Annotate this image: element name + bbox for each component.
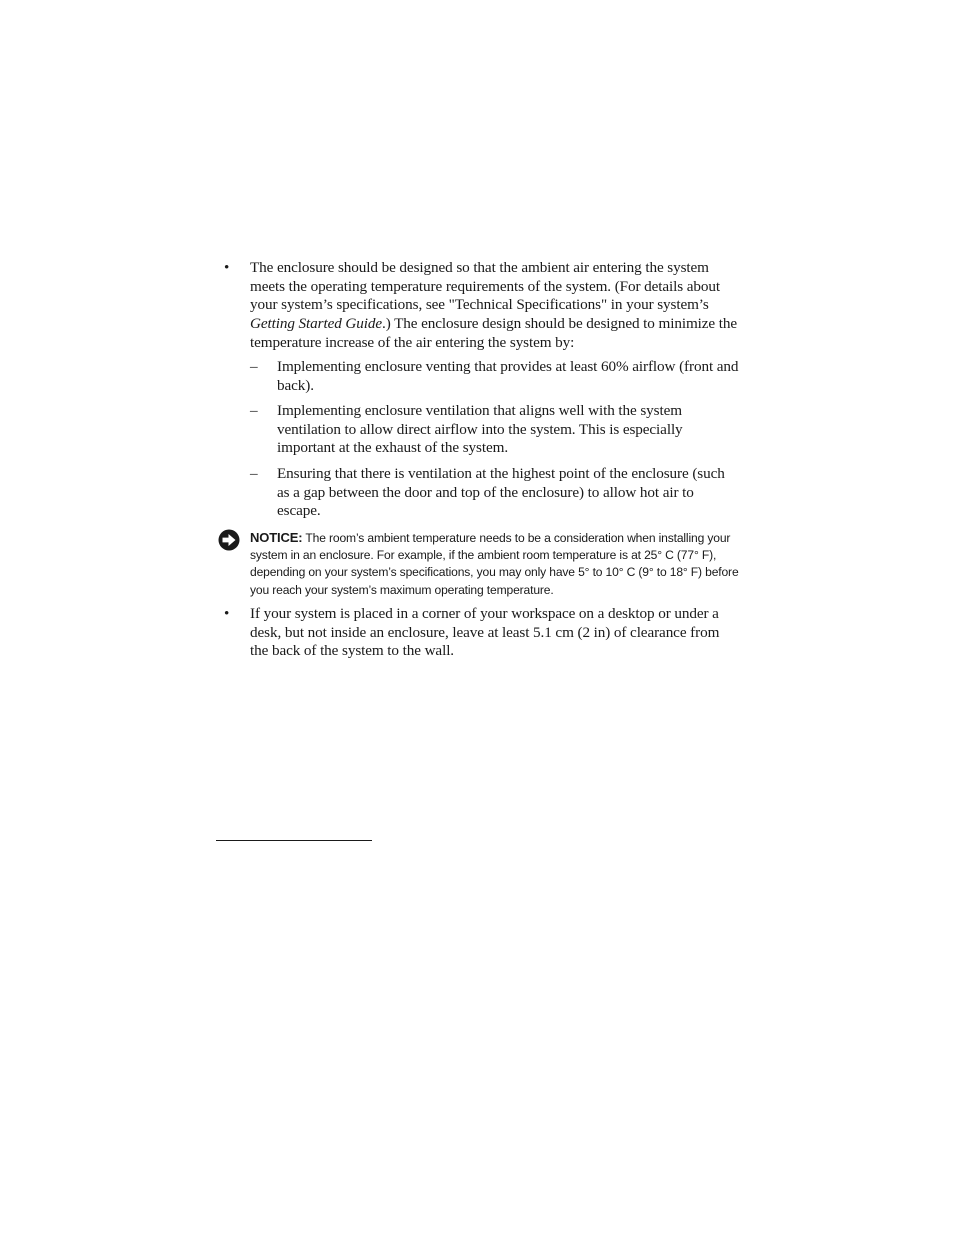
notice-arrow-icon [218,529,240,551]
sub-item-text: Ensuring that there is ventilation at the highest point of the enclosure (such as a gap between the door and top of the enclosure) to allow hot air to escape. [277,465,725,520]
notice-label: NOTICE: [250,530,303,545]
bullet-marker: • [224,259,230,276]
sub-item-text: Implementing enclosure ventilation that aligns well with the system ventilation to allow direct airflow into the system. This is especially important at the exhaust of the system. [277,402,683,457]
dash-marker: – [250,402,258,419]
bullet-text: If your system is placed in a corner of your workspace on a desktop or under a desk, but not inside an enclosure, leave at least 5.1 cm (2 in) of clearance from the back of the system to the wall. [250,605,720,660]
bullet-text-part-2: .) The enclosure design should be designed to minimize the temperature increase of the air entering the system by: [250,315,738,351]
footnote-divider [216,840,372,841]
sub-item-text: Implementing enclosure venting that provides at least 60% airflow (front and back). [277,358,739,394]
guide-title: Getting Started Guide [250,315,383,333]
dash-marker: – [250,465,258,482]
bullet-text-part-1: The enclosure should be designed so that the ambient air entering the system meets the operating temperature requirements of the system. (For details about your system’s specifications, see "Technical Specifications" in your system’s [250,259,721,314]
notice-text [250,529,740,599]
notice-body: The room’s ambient temperature needs to be a consideration when installing your system in an enclosure. For example, if the ambient room temperature is at 25° C (77° F), depending on your system’s specifications, you may only have 5° to 10° C (9° to 18° F) before you reach your system’s maximum operating temperature. [250,531,739,597]
dash-marker: – [250,358,258,375]
bullet-text [250,259,738,353]
bullet-marker: • [224,605,230,622]
